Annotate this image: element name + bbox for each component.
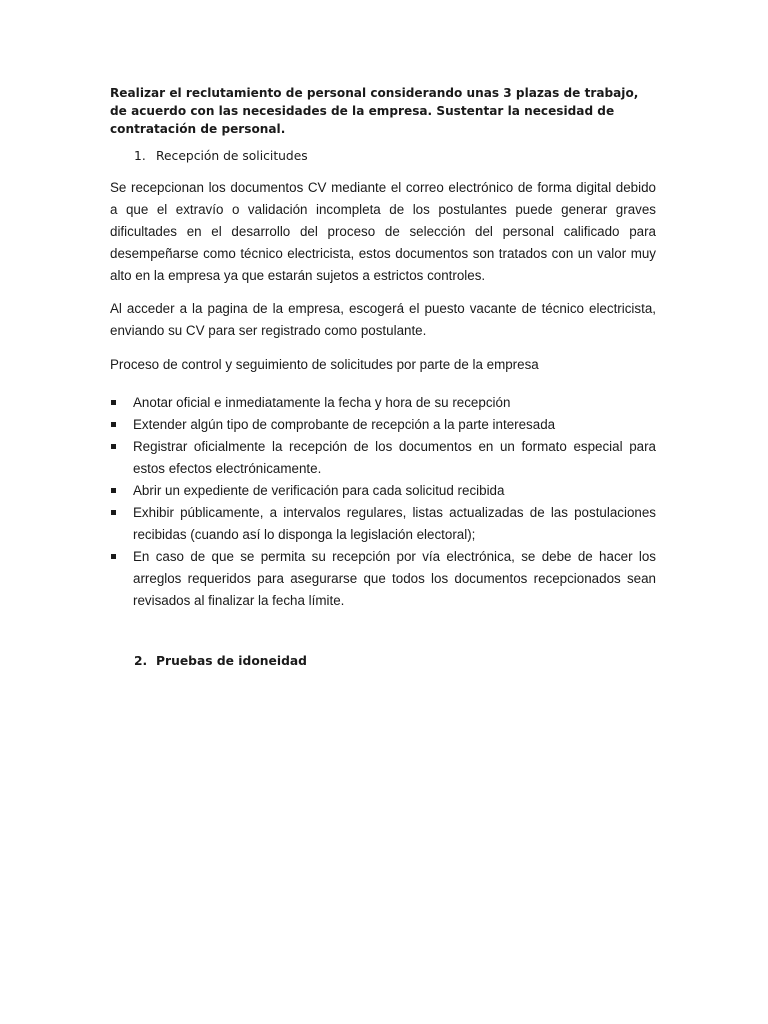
list-item xyxy=(110,392,656,414)
list-item-text: Anotar oficial e inmediatamente la fecha y hora de su recepción xyxy=(133,395,511,410)
list-item-text: Extender algún tipo de comprobante de recepción a la parte interesada xyxy=(133,417,556,432)
list-item xyxy=(110,502,656,546)
paragraph: Se recepcionan los documentos CV mediante el correo electrónico de forma digital debido a que el extravío o validación incompleta de los postulantes puede generar graves dificultades en el desarrollo del proceso de selección del personal calificado para desempeñarse como técnico electricista, estos documentos son tratados con un valor muy alto en la empresa ya que estarán sujetos a estrictos controles. xyxy=(110,180,656,283)
list-item xyxy=(110,546,656,612)
bullet-icon xyxy=(110,480,133,502)
bullet-icon xyxy=(110,502,133,524)
document-page xyxy=(110,84,656,670)
document-intro: Realizar el reclutamiento de personal considerando unas 3 plazas de trabajo, de acuerdo con las necesidades de la empresa. Sustentar la necesidad de contratación de personal. xyxy=(110,86,639,136)
bullet-list xyxy=(110,392,656,612)
bullet-icon xyxy=(110,546,133,568)
section-number: 2. xyxy=(134,654,148,668)
section-title: Recepción de solicitudes xyxy=(156,149,308,163)
paragraph: Al acceder a la pagina de la empresa, escogerá el puesto vacante de técnico electricista, enviando su CV para ser registrado como postulante. xyxy=(110,301,656,338)
list-item-text: En caso de que se permita su recepción por vía electrónica, se debe de hacer los arreglos requeridos para asegurarse que todos los documentos recepcionados sean revisados al finalizar la fecha límite. xyxy=(133,549,656,608)
section-heading-2 xyxy=(110,652,656,670)
bullet-icon xyxy=(110,436,133,458)
list-item xyxy=(110,480,656,502)
list-item-text: Abrir un expediente de verificación para cada solicitud recibida xyxy=(133,483,505,498)
bullet-icon xyxy=(110,414,133,436)
section-heading-1 xyxy=(110,147,656,165)
paragraph: Proceso de control y seguimiento de solicitudes por parte de la empresa xyxy=(110,357,539,372)
section-number: 1. xyxy=(134,149,146,163)
list-item xyxy=(110,414,656,436)
bullet-icon xyxy=(110,392,133,414)
list-item xyxy=(110,436,656,480)
list-item-text: Exhibir públicamente, a intervalos regulares, listas actualizadas de las postulaciones recibidas (cuando así lo disponga la legislación electoral); xyxy=(133,505,656,542)
list-item-text: Registrar oficialmente la recepción de los documentos en un formato especial para estos efectos electrónicamente. xyxy=(133,439,656,476)
section-title: Pruebas de idoneidad xyxy=(156,654,307,668)
